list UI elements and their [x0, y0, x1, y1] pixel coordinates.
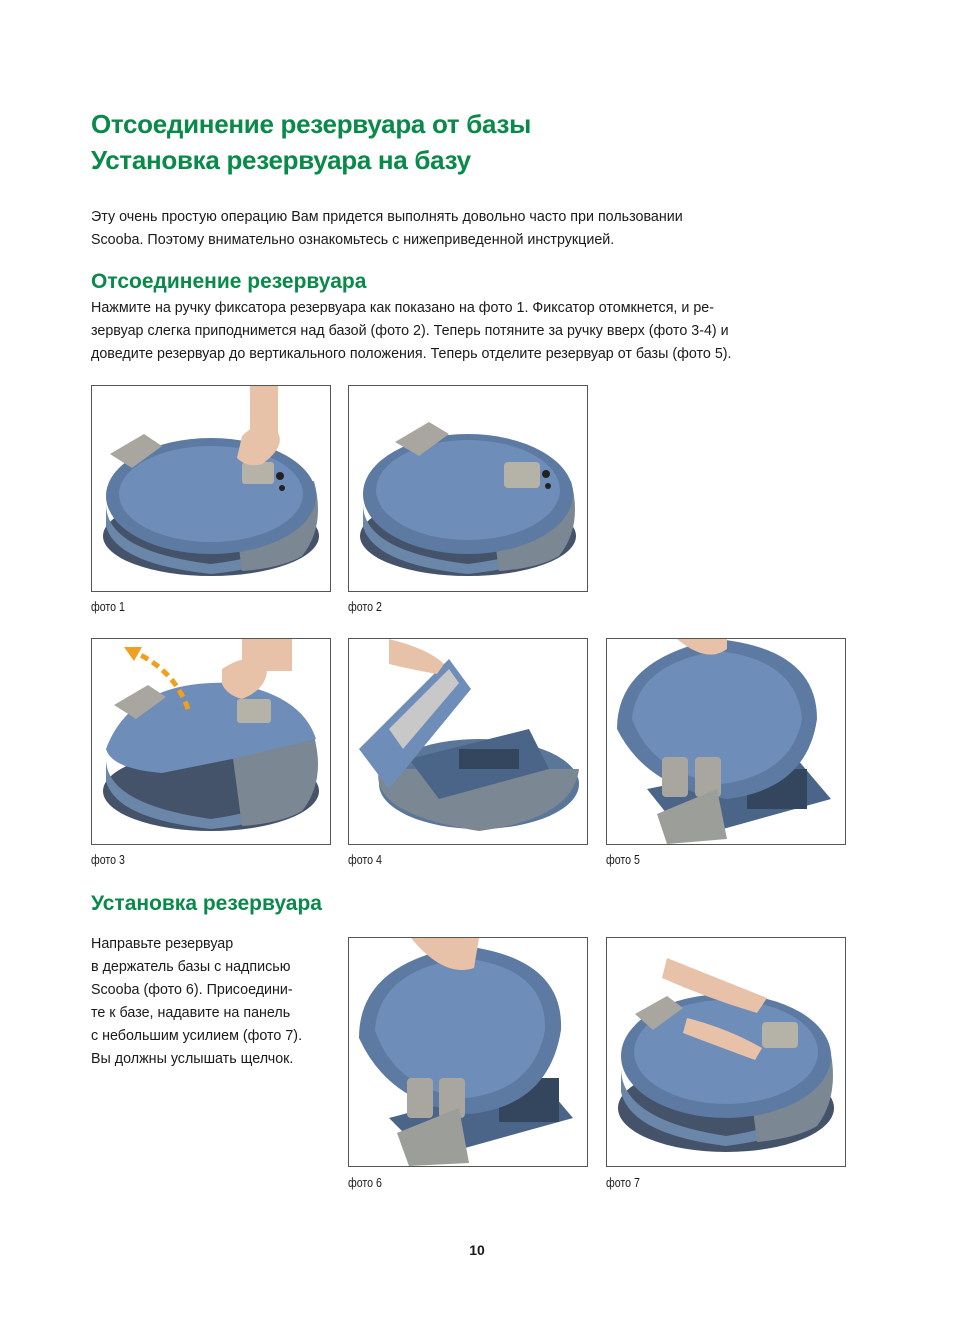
intro-paragraph [91, 206, 683, 252]
photo-4 [348, 638, 588, 845]
photo-3 [91, 638, 331, 845]
detach-line-3: доведите резервуар до вертикального положения. Теперь отделите резервуар от базы (фото 5). [91, 346, 732, 362]
photo-4-caption: фото 4 [348, 853, 382, 867]
detach-line-2: зервуар слегка приподнимется над базой (фото 2). Теперь потяните за ручку вверх (фото 3-4) и [91, 323, 729, 339]
detach-heading: Отсоединение резервуара [91, 270, 367, 293]
install-line-4: те к базе, надавите на панель [91, 1005, 291, 1021]
photo-5 [606, 638, 846, 845]
page-title-line-2: Установка резервуара на базу [91, 145, 471, 175]
photo-7-caption: фото 7 [606, 1176, 640, 1190]
page-title [91, 106, 531, 178]
install-line-1: Направьте резервуар [91, 936, 234, 952]
detach-paragraph [91, 297, 732, 366]
install-line-5: с небольшим усилием (фото 7). [91, 1028, 303, 1044]
photo-2 [348, 385, 588, 592]
photo-6-caption: фото 6 [348, 1176, 382, 1190]
photo-5-caption: фото 5 [606, 853, 640, 867]
install-heading: Установка резервуара [91, 892, 322, 915]
photo-2-caption: фото 2 [348, 600, 382, 614]
photo-1 [91, 385, 331, 592]
intro-line-2: Scooba. Поэтому внимательно ознакомьтесь с нижеприведенной инструкцией. [91, 232, 615, 248]
install-paragraph [91, 933, 302, 1071]
photo-1-caption: фото 1 [91, 600, 125, 614]
detach-line-1: Нажмите на ручку фиксатора резервуара как показано на фото 1. Фиксатор отомкнется, и ре- [91, 300, 714, 316]
install-line-6: Вы должны услышать щелчок. [91, 1051, 294, 1067]
photo-7 [606, 937, 846, 1167]
intro-line-1: Эту очень простую операцию Вам придется выполнять довольно часто при пользовании [91, 209, 683, 225]
photo-6 [348, 937, 588, 1167]
photo-3-caption: фото 3 [91, 853, 125, 867]
page-title-line-1: Отсоединение резервуара от базы [91, 109, 532, 139]
page-number: 10 [469, 1242, 485, 1258]
install-line-3: Scooba (фото 6). Присоедини- [91, 982, 293, 998]
install-line-2: в держатель базы с надписью [91, 959, 291, 975]
